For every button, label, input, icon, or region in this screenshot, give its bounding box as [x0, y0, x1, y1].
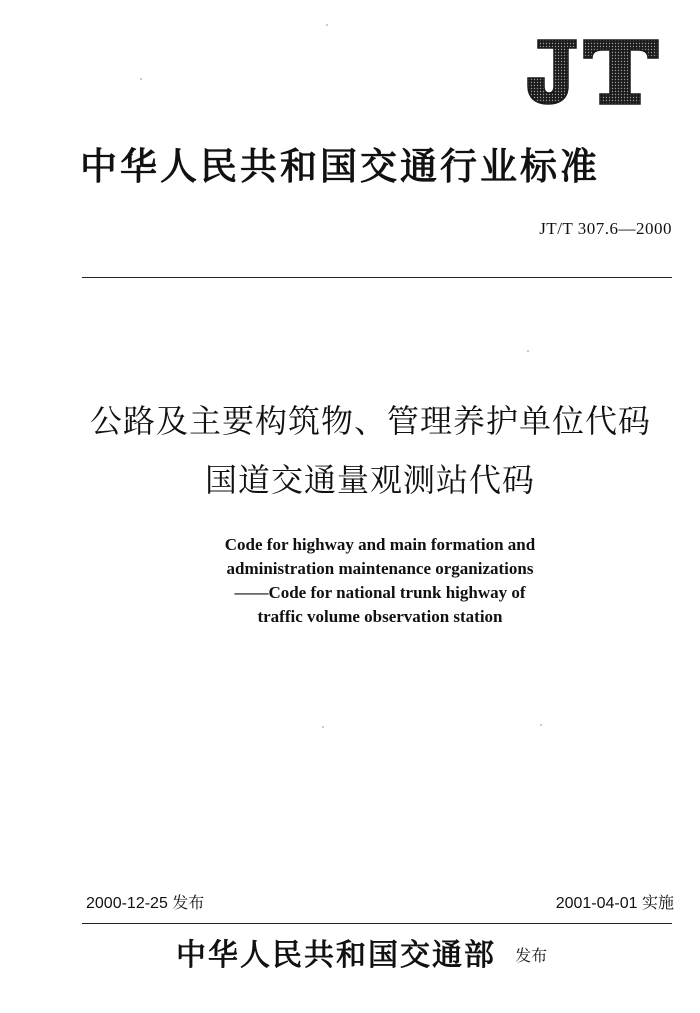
english-title	[180, 533, 580, 629]
industry-standard-title: 中华人民共和国交通行业标准	[80, 144, 600, 188]
issue-date: 2000-12-25 发布	[86, 895, 205, 912]
scan-speck	[527, 350, 529, 352]
scan-speck	[322, 726, 324, 728]
english-title-line: traffic volume observation station	[257, 607, 503, 626]
scan-speck	[140, 78, 142, 80]
issuer-line	[176, 930, 547, 974]
english-title-line: Code for highway and main formation and	[224, 535, 536, 554]
scan-speck	[540, 724, 542, 726]
english-title-line: ——Code for national trunk highway of	[234, 583, 526, 602]
bottom-divider	[82, 923, 672, 924]
standard-number: JT/T 307.6—2000	[539, 219, 672, 238]
english-title-line: administration maintenance organizations	[226, 559, 534, 578]
issuer-name: 中华人民共和国交通部	[176, 938, 496, 973]
implementation-date: 2001-04-01 实施	[555, 895, 674, 912]
issuer-action: 发布	[515, 946, 548, 965]
chinese-title-line-1: 公路及主要构筑物、管理养护单位代码	[90, 402, 652, 440]
chinese-title-line-2: 国道交通量观测站代码	[205, 461, 536, 499]
jt-logo	[524, 36, 662, 106]
top-divider	[82, 277, 672, 278]
scan-speck	[326, 24, 328, 26]
